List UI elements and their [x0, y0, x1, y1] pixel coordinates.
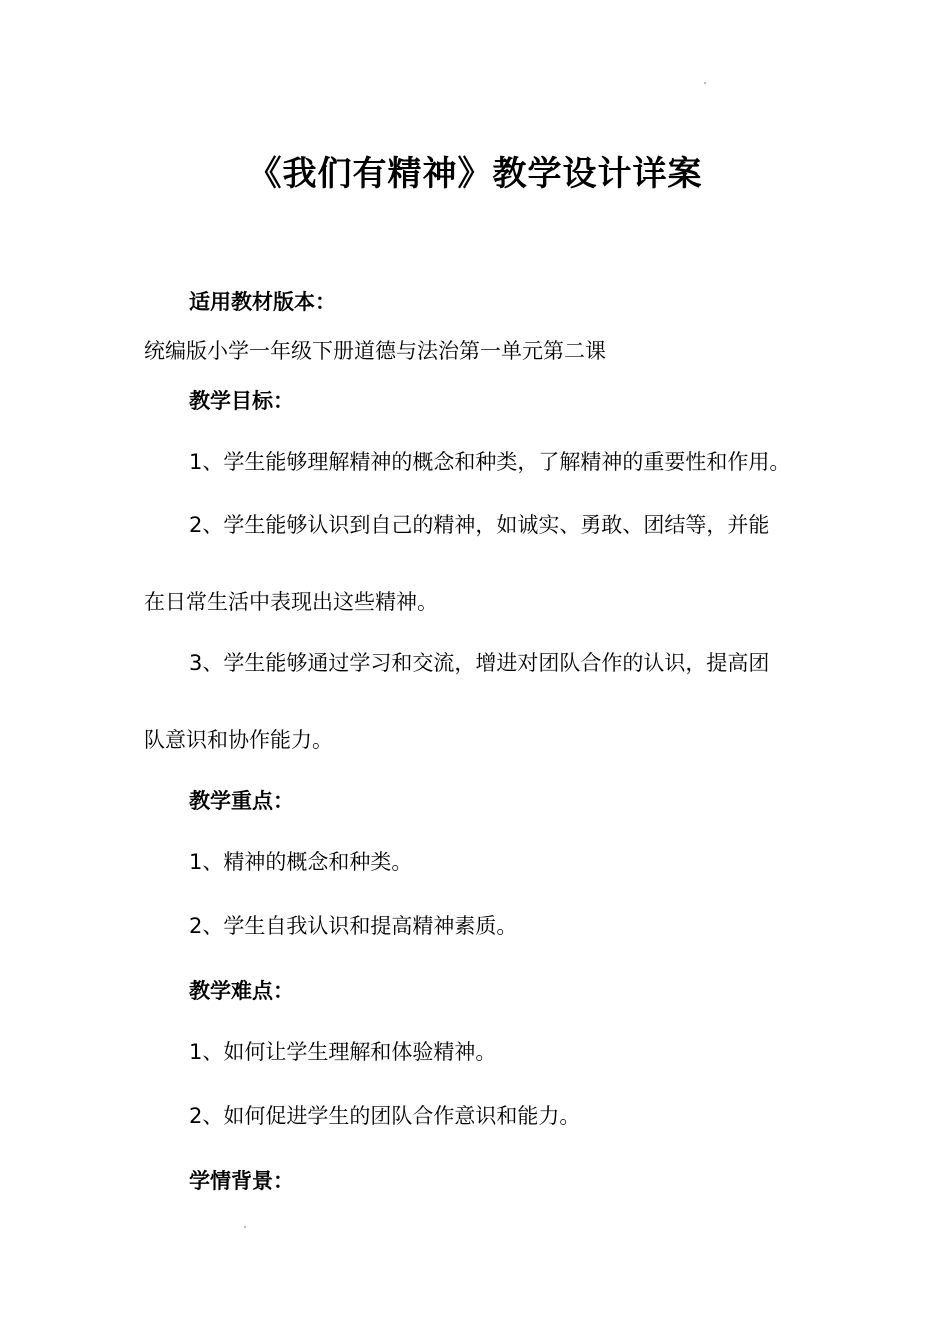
- key-point-1: 1、精神的概念和种类。: [189, 850, 413, 874]
- background-heading: 学情背景：: [189, 1169, 294, 1193]
- difficulty-1: 1、如何让学生理解和体验精神。: [189, 1040, 497, 1064]
- edition-heading: 适用教材版本：: [189, 290, 336, 314]
- page-speck: [244, 1226, 246, 1228]
- goal-2-line-1: 2、学生能够认识到自己的精神，如诚实、勇敢、团结等，并能: [189, 513, 770, 537]
- edition-text: 统编版小学一年级下册道德与法治第一单元第二课: [144, 339, 606, 363]
- key-point-2: 2、学生自我认识和提高精神素质。: [189, 914, 518, 938]
- goal-1: 1、学生能够理解精神的概念和种类，了解精神的重要性和作用。: [189, 450, 791, 474]
- page-speck: [704, 82, 706, 84]
- goal-2-line-2: 在日常生活中表现出这些精神。: [144, 590, 438, 614]
- difficulty-2: 2、如何促进学生的团队合作意识和能力。: [189, 1104, 581, 1128]
- goals-heading: 教学目标：: [189, 389, 294, 413]
- goal-3-line-2: 队意识和协作能力。: [144, 728, 333, 752]
- difficulties-heading: 教学难点：: [189, 979, 294, 1003]
- document-title: 《我们有精神》教学设计详案: [247, 154, 703, 194]
- key-points-heading: 教学重点：: [189, 789, 294, 813]
- goal-3-line-1: 3、学生能够通过学习和交流，增进对团队合作的认识，提高团: [189, 651, 770, 675]
